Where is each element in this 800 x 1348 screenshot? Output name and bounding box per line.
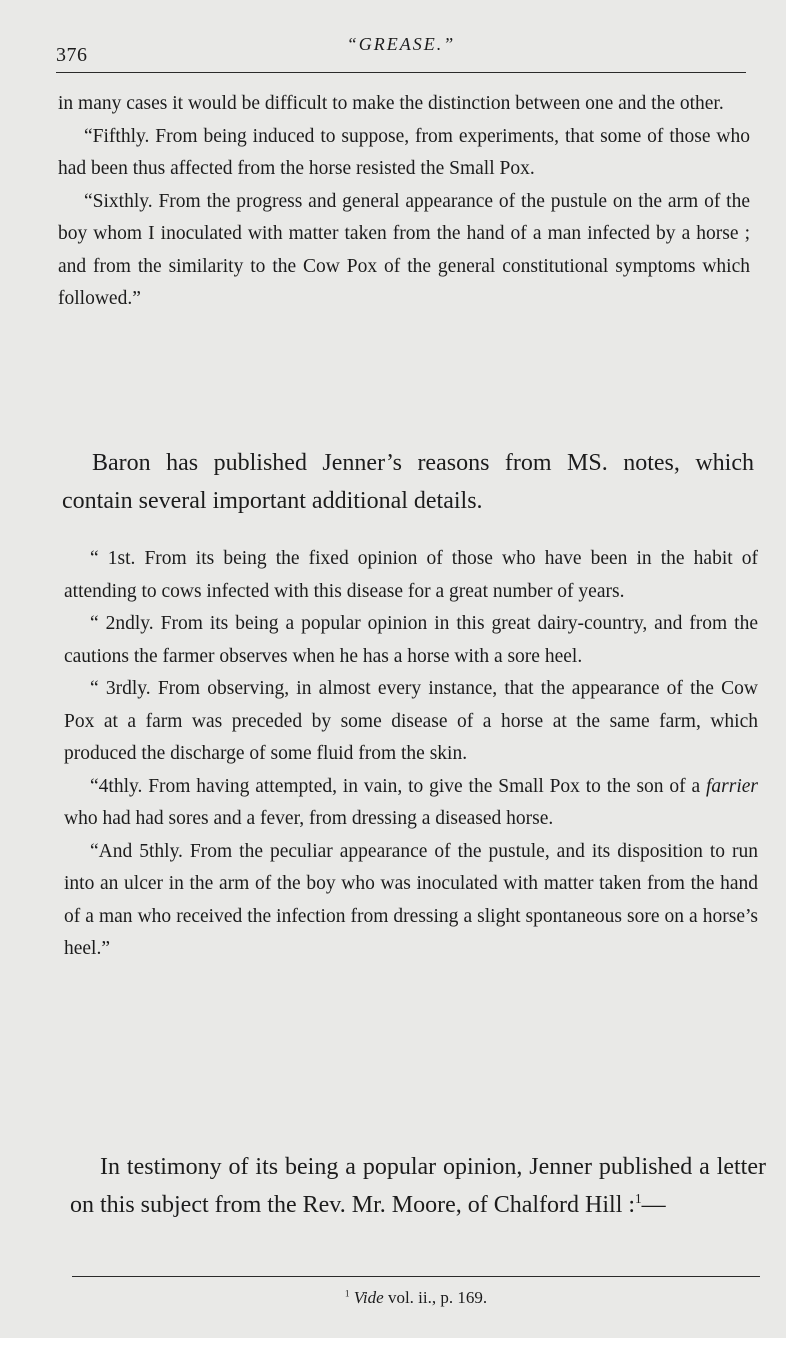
paragraph-testimony — [70, 1148, 766, 1224]
footnote-rule — [72, 1276, 760, 1277]
farrier-word: farrier — [705, 775, 758, 797]
paragraph-baron: Baron has published Jenner’s reasons from MS. notes, which contain several important additional details. — [62, 450, 754, 514]
body-section-fifthly-sixthly — [58, 88, 750, 316]
paragraph-fifth: “And 5thly. From the peculiar appearance of the pustule, and its disposition to run into an ulcer in the arm of the boy who was inoculated with matter taken from the hand of a man who received the infection from dressing a slight spontaneous sore on a horse’s heel.” — [64, 840, 758, 959]
running-title: “GREASE.” — [346, 34, 456, 54]
paragraph-fifthly: “Fifthly. From being induced to suppose, from experiments, that some of those who had been thus affected from the horse resisted the Small Pox. — [58, 125, 750, 179]
paragraph-fourth — [64, 771, 758, 836]
paragraph-third: “ 3rdly. From observing, in almost every instance, that the appearance of the Cow Pox at a farm was preceded by some disease of a horse at the same farm, which produced the discharge of some fluid from the skin. — [64, 678, 758, 764]
paragraph-second: “ 2ndly. From its being a popular opinion in this great dairy-country, and from the cautions the farmer observes when he has a horse with a sore heel. — [64, 613, 758, 667]
page-number: 376 — [56, 44, 88, 66]
paragraph-continuation: in many cases it would be difficult to make the distinction between one and the other. — [58, 93, 724, 114]
paragraph-sixthly: “Sixthly. From the progress and general appearance of the pustule on the arm of the boy whom I inoculated with matter taken from the hand of a man infected by a horse ; and from the similarity to the Cow Pox of the general constitutional symptoms which followed.” — [58, 190, 750, 309]
page-header — [56, 30, 746, 70]
paragraph-fourth-text-a: “4thly. From having attempted, in vain, to give the Small Pox to the son of a — [90, 775, 706, 797]
header-rule — [56, 72, 746, 73]
body-section-reasons — [64, 543, 758, 966]
body-section-testimony — [70, 1148, 766, 1224]
footnote-reference: 1 — [635, 1191, 642, 1206]
footnote — [72, 1286, 760, 1310]
paragraph-first: “ 1st. From its being the fixed opinion of those who have been in the habit of attending to cows infected with this disease for a great number of years. — [64, 548, 758, 602]
footnote-text: vol. ii., p. 169. — [383, 1288, 488, 1307]
paragraph-testimony-text: In testimony of its being a popular opinion, Jenner published a letter on this subject from the Rev. Mr. Moore, of Chalford Hill : — [70, 1154, 766, 1218]
paragraph-fourth-text-b: who had had sores and a fever, from dressing a diseased horse. — [64, 808, 554, 829]
footnote-vide: Vide — [353, 1288, 384, 1307]
footnote-mark: 1 — [344, 1289, 350, 1300]
body-section-baron — [62, 444, 754, 520]
paragraph-testimony-dash: — — [641, 1192, 666, 1218]
